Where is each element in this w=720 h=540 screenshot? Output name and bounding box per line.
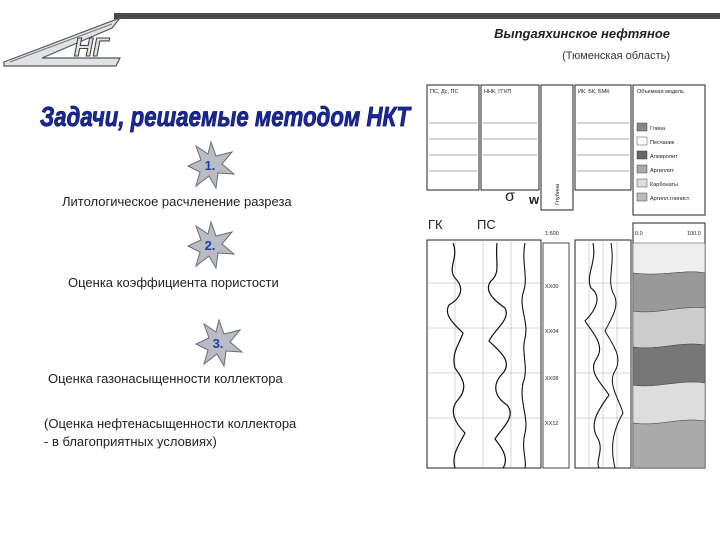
model-scale-max: 100.0 [687,231,701,237]
legend-item-3: Алевролит [650,154,678,160]
company-logo [2,10,122,70]
log-header-model: Объемная модель [637,89,685,95]
legend-item-6: Аргилл.глинист. [650,196,691,202]
gk-label: ГК [428,217,443,232]
log-header-ps: ПС, Дс, ПС [430,89,459,95]
note-line-2: - в благоприятных условиях) [44,434,217,449]
volumetric-model [633,243,705,468]
depth-mark-4: XX12 [545,421,559,427]
depth-mark-3: XX08 [545,376,559,382]
task-text-3: Оценка газонасыщенности коллектора [48,371,283,386]
legend-item-1: Глина [650,126,666,132]
task-text-1: Литологическое расчленение разреза [62,194,292,209]
log-header-ik: ИК, БК, БМК [578,89,610,95]
legend-item-2: Песчаник [650,140,675,146]
depth-mark-2: XX04 [545,329,559,335]
well-log-panel [425,83,707,468]
task-text-2: Оценка коэффициента пористости [68,275,279,290]
log-header-depth: Глубина [555,183,561,205]
logo-text: НГ [74,32,109,62]
field-name: Выngaяхинское нефтяное [494,26,670,41]
task-badge-1-number: 1. [204,158,216,173]
slide-title [30,88,420,138]
model-scale-min: 0.0 [635,231,643,237]
depth-mark-1: XX00 [545,284,559,290]
w-label: w [529,192,540,207]
legend-item-5: Карбонаты [650,182,678,188]
task-badge-1 [186,140,236,190]
region-label: (Тюменская область) [562,50,670,62]
task-badge-2 [186,220,236,270]
note-line-1: (Оценка нефтенасыщенности коллектора [44,416,297,431]
sigma-label: σ [505,188,515,205]
slide-title-text: Задачи, решаемые методом НКТ [40,101,413,132]
task-badge-3-number: 3. [212,336,224,351]
task-badge-3 [194,318,244,368]
log-header-nnk: ННК, ГГКП [484,89,512,95]
legend-item-4: Аргиллит [650,168,674,174]
top-bar [114,13,720,19]
ps-label: ПС [477,217,496,232]
task-badge-2-number: 2. [204,238,216,253]
log-scale: 1:500 [545,231,559,237]
